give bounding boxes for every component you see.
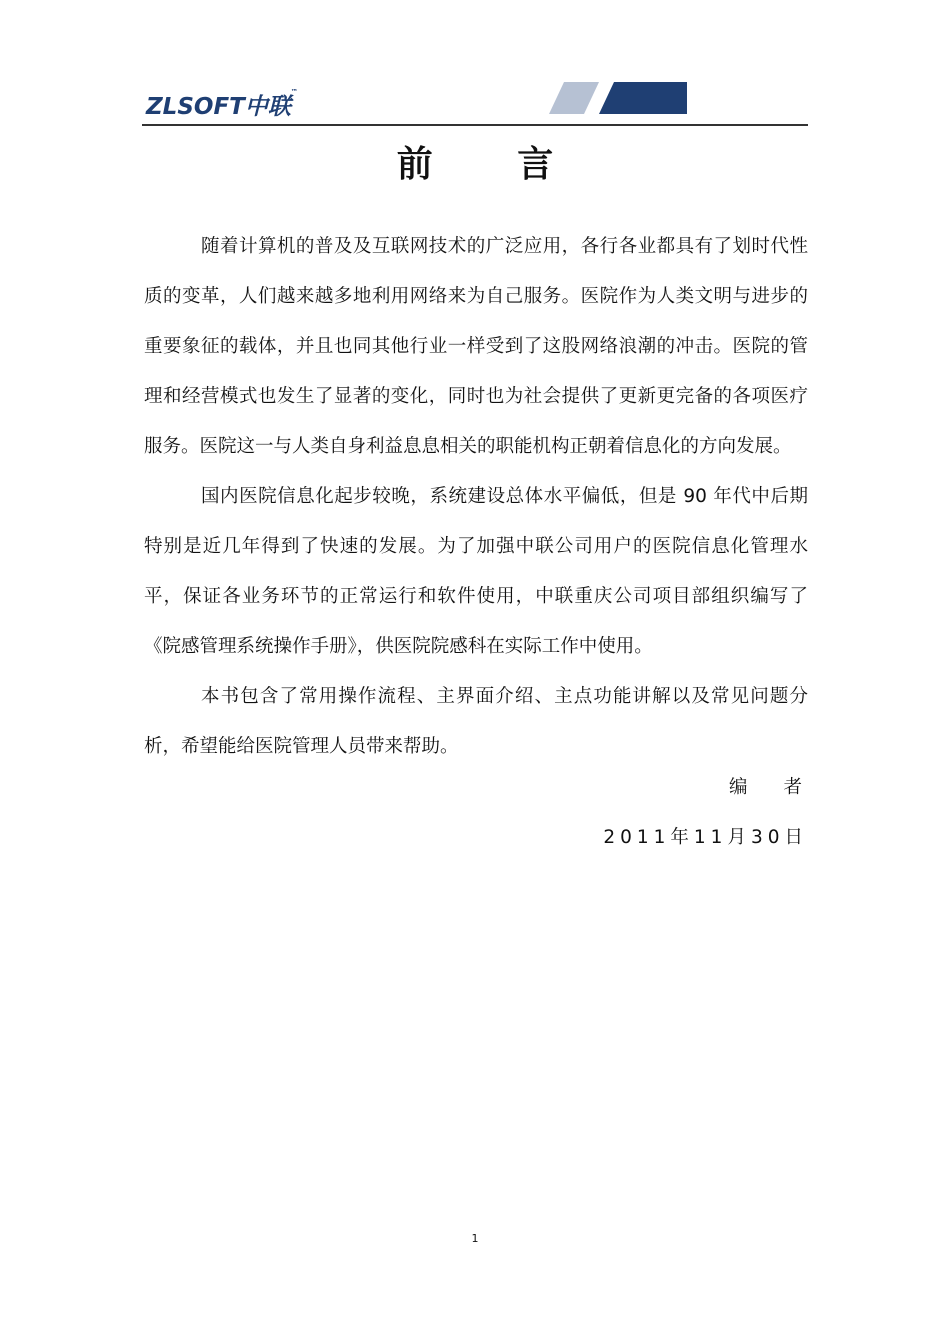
signature-date: 2011年11月30日: [603, 827, 808, 848]
page-header: [142, 80, 808, 128]
preface-body: [144, 222, 808, 772]
logo-text: ZLSOFT中联: [146, 94, 291, 120]
page-title: 前 言: [396, 144, 590, 185]
zlsoft-logo: [146, 88, 298, 121]
signature-editor: 编者: [728, 777, 838, 798]
paragraph-3: 本书包含了常用操作流程、主界面介绍、主点功能讲解以及常见问题分析，希望能给医院管理人员带来帮助。: [144, 686, 808, 757]
paragraph-1: 随着计算机的普及及互联网技术的广泛应用，各行各业都具有了划时代性质的变革，人们越来越多地利用网络来为自己服务。医院作为人类文明与进步的重要象征的载体，并且也同其他行业一样受到了这股网络浪潮的冲击。医院的管理和经营模式也发生了显著的变化，同时也为社会提供了更新更完备的各项医疗服务。医院这一与人类自身利益息息相关的职能机构正朝着信息化的方向发展。: [144, 236, 808, 457]
logo-trademark: ™: [290, 88, 298, 96]
header-banner-graphic: [314, 82, 687, 114]
page-number: 1: [471, 1232, 479, 1245]
paragraph-2: 国内医院信息化起步较晚，系统建设总体水平偏低，但是 90 年代中后期特别是近几年得到了快速的发展。为了加强中联公司用户的医院信息化管理水平，保证各业务环节的正常运行和软件使用，中联重庆公司项目部组织编写了《院感管理系统操作手册》，供医院院感科在实际工作中使用。: [144, 486, 808, 657]
header-rule: [142, 124, 808, 126]
